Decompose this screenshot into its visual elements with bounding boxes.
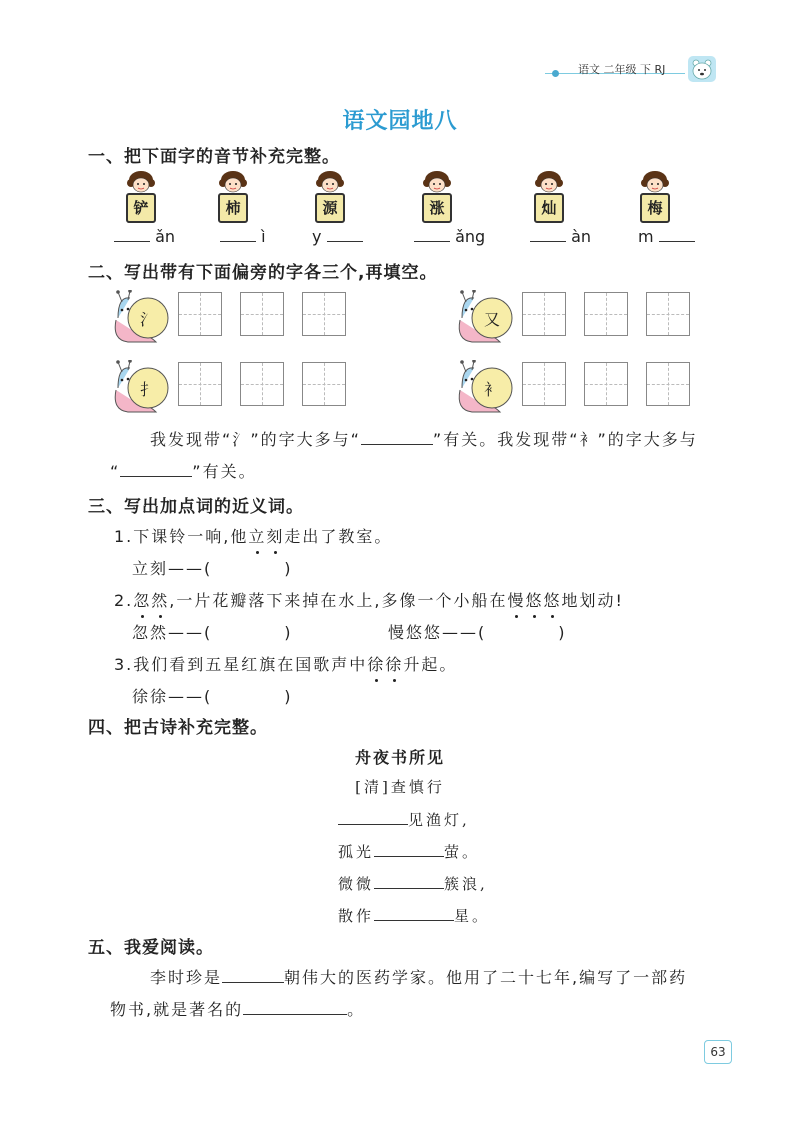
- poem-line-2: 孤光 萤。: [338, 840, 480, 862]
- section-2-fill-line-1: 我发现带“氵”的字大多与“ ”有关。我发现带“衤”的字大多与: [150, 430, 698, 449]
- section-5-heading: 五、我爱阅读。: [88, 938, 214, 958]
- radical-label: 扌: [139, 380, 156, 399]
- header-tag: 语文 二年级 下 RJ: [578, 63, 666, 76]
- answer-blank[interactable]: [659, 225, 695, 242]
- reading-line-1: 李时珍是 朝伟大的医药学家。他用了二十七年,编写了一部药: [150, 968, 688, 987]
- pinyin-field: [114, 225, 175, 246]
- writing-grid-box[interactable]: [240, 292, 284, 336]
- q1-sentence: 1.下课铃一响,他立刻走出了教室。: [114, 524, 392, 547]
- section-2-fill-line-2: “ ”有关。: [110, 462, 257, 481]
- character-card: 源: [315, 193, 345, 223]
- answer-blank[interactable]: [222, 966, 284, 983]
- answer-blank[interactable]: [414, 225, 450, 242]
- radical-label: 衤: [483, 380, 500, 399]
- q2-answer-2: 慢悠悠——( ): [388, 623, 567, 642]
- answer-blank[interactable]: [338, 808, 408, 825]
- bear-icon: [688, 56, 716, 82]
- pinyin-text: ǎn: [155, 227, 176, 246]
- answer-blank[interactable]: [374, 904, 454, 921]
- pinyin-text: ǎng: [455, 227, 486, 246]
- pinyin-field: [638, 225, 695, 246]
- section-4-heading: 四、把古诗补充完整。: [88, 718, 268, 738]
- radical-label: 又: [483, 310, 500, 329]
- writing-grid-box[interactable]: [178, 292, 222, 336]
- writing-grid-box[interactable]: [178, 362, 222, 406]
- writing-grid-box[interactable]: [302, 362, 346, 406]
- poem-line-1: 见渔灯,: [338, 808, 470, 830]
- writing-grid-box[interactable]: [240, 362, 284, 406]
- character-card: 梅: [640, 193, 670, 223]
- section-1-heading: 一、把下面字的音节补充完整。: [88, 147, 340, 167]
- pinyin-text: m: [638, 227, 654, 246]
- page-title: 语文园地八: [342, 109, 458, 134]
- answer-blank[interactable]: [120, 460, 192, 477]
- writing-grid-box[interactable]: [584, 292, 628, 336]
- q2-answer-1: 忽然——( ): [132, 623, 293, 642]
- q2-sentence: 2.忽然,一片花瓣落下来掉在水上,多像一个小船在慢悠悠地划动!: [114, 588, 624, 611]
- poem-line-4: 散作 星。: [338, 904, 490, 926]
- answer-blank[interactable]: [374, 872, 444, 889]
- writing-grid-box[interactable]: [584, 362, 628, 406]
- answer-blank[interactable]: [114, 225, 150, 242]
- section-2-heading: 二、写出带有下面偏旁的字各三个,再填空。: [88, 263, 438, 283]
- answer-blank[interactable]: [530, 225, 566, 242]
- character-card: 柿: [218, 193, 248, 223]
- writing-grid-box[interactable]: [646, 362, 690, 406]
- pinyin-field: [414, 225, 485, 246]
- poem-author: [清]查慎行: [355, 778, 445, 796]
- poem-title: 舟夜书所见: [354, 748, 445, 767]
- header-dot: [552, 70, 559, 77]
- writing-grid-box[interactable]: [302, 292, 346, 336]
- page-number: 63: [704, 1040, 732, 1064]
- writing-grid-box[interactable]: [522, 362, 566, 406]
- answer-blank[interactable]: [374, 840, 444, 857]
- pinyin-text: y: [312, 227, 322, 246]
- pinyin-field: [220, 225, 266, 246]
- q3-answer: 徐徐——( ): [132, 687, 293, 706]
- answer-blank[interactable]: [220, 225, 256, 242]
- answer-blank[interactable]: [327, 225, 363, 242]
- writing-grid-box[interactable]: [522, 292, 566, 336]
- poem-line-3: 微微 簇浪,: [338, 872, 488, 894]
- q1-answer: 立刻——( ): [132, 559, 293, 578]
- pinyin-text: ì: [261, 227, 266, 246]
- section-3-heading: 三、写出加点词的近义词。: [88, 497, 304, 517]
- pinyin-field: [312, 225, 363, 246]
- answer-blank[interactable]: [361, 428, 433, 445]
- character-card: 铲: [126, 193, 156, 223]
- writing-grid-box[interactable]: [646, 292, 690, 336]
- pinyin-field: [530, 225, 591, 246]
- pinyin-text: àn: [571, 227, 592, 246]
- radical-label: 氵: [139, 310, 156, 329]
- character-card: 灿: [534, 193, 564, 223]
- answer-blank[interactable]: [243, 998, 347, 1015]
- reading-line-2: 物书,就是著名的 。: [110, 1000, 366, 1019]
- q3-sentence: 3.我们看到五星红旗在国歌声中徐徐升起。: [114, 652, 457, 675]
- character-card: 涨: [422, 193, 452, 223]
